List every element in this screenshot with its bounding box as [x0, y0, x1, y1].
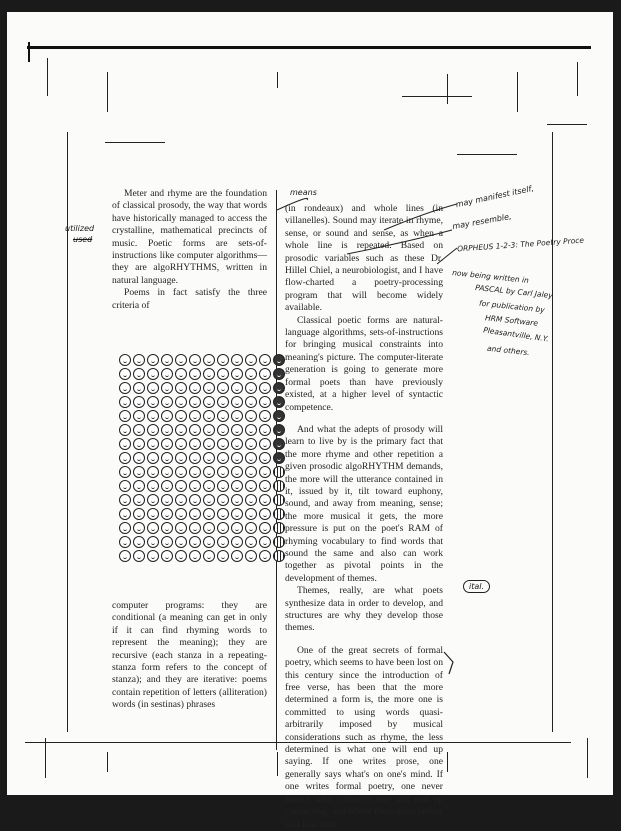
crop-mark [107, 752, 108, 772]
circle-glyph [161, 494, 173, 506]
circle-glyph [203, 354, 215, 366]
handwritten-note: utilized [65, 224, 95, 233]
circle-glyph [217, 480, 229, 492]
crop-mark [107, 72, 108, 112]
crop-mark [277, 72, 278, 88]
circle-glyph [189, 480, 201, 492]
circle-glyph [161, 396, 173, 408]
circle-glyph [119, 438, 131, 450]
circle-glyph [231, 368, 243, 380]
circle-glyph [133, 466, 145, 478]
circle-glyph [175, 550, 187, 562]
circle-glyph [231, 480, 243, 492]
circle-glyph [203, 522, 215, 534]
circle-glyph [189, 396, 201, 408]
circle-glyph [119, 396, 131, 408]
circle-glyph [147, 382, 159, 394]
circle-glyph [175, 522, 187, 534]
circle-glyph [245, 396, 257, 408]
circle-glyph [175, 396, 187, 408]
circle-glyph [175, 466, 187, 478]
circle-glyph [147, 494, 159, 506]
circle-glyph [175, 480, 187, 492]
circle-glyph [119, 494, 131, 506]
circle-glyph [147, 480, 159, 492]
circle-glyph [203, 480, 215, 492]
circle-glyph [119, 480, 131, 492]
circle-glyph [217, 494, 229, 506]
circle-glyph [273, 480, 285, 492]
circle-glyph [231, 354, 243, 366]
circle-glyph [147, 550, 159, 562]
paragraph: (in rondeaux) and whole lines (in villanelles). Sound may iterate in rhyme, sense, or sound and sense, as when a whole line is repeated. Based on prosodic variables such as these Dr. Hillel Chiel, a neurobiologist, and I have flow-charted a poetry-processing program that will become widely available. [285, 203, 443, 314]
circle-glyph [175, 368, 187, 380]
circle-glyph [273, 522, 285, 534]
document-page [7, 12, 613, 830]
circle-glyph [217, 536, 229, 548]
circle-glyph [133, 480, 145, 492]
circle-glyph [259, 466, 271, 478]
circle-glyph [203, 452, 215, 464]
circle-glyph [245, 550, 257, 562]
handwritten-note: Pleasantville, N.Y. [482, 325, 550, 344]
circle-glyph [189, 410, 201, 422]
circle-glyph [133, 410, 145, 422]
paragraph: Themes, really, are what poets synthesize data in order to develop, and structures are why they develop those themes. [285, 585, 443, 634]
circle-glyph [231, 536, 243, 548]
handwritten-note: means [290, 188, 317, 197]
crop-mark [577, 62, 578, 96]
circle-glyph [147, 452, 159, 464]
circle-glyph [259, 424, 271, 436]
circle-glyph [161, 382, 173, 394]
circle-glyph [119, 508, 131, 520]
circle-glyph [119, 354, 131, 366]
circle-glyph [217, 522, 229, 534]
crop-mark [277, 752, 278, 776]
circle-glyph [119, 424, 131, 436]
circle-glyph [189, 522, 201, 534]
circle-glyph [161, 452, 173, 464]
circle-glyph [147, 438, 159, 450]
circle-glyph [175, 494, 187, 506]
crop-mark [105, 142, 165, 143]
crop-mark [47, 58, 48, 96]
circle-glyph [203, 536, 215, 548]
handwritten-note: used [73, 235, 93, 244]
circle-glyph [203, 508, 215, 520]
circle-glyph [161, 466, 173, 478]
circle-glyph [203, 438, 215, 450]
circle-glyph [119, 382, 131, 394]
circle-glyph [133, 550, 145, 562]
circle-glyph [217, 438, 229, 450]
paragraph: computer programs: they are conditional (a meaning can get in only if it can find rhyming words to represent the meaning); they are recursive (each stanza in a repeating-stanza form refers to the concept of stanza); and they are iterative: poems contain repetition of letters (alliteration) words (in sestinas) phrases [112, 600, 267, 711]
column-rule [552, 132, 553, 732]
circle-glyph [217, 508, 229, 520]
circle-glyph [203, 396, 215, 408]
handwritten-note: now being written in [451, 268, 530, 285]
circle-glyph [245, 494, 257, 506]
circle-glyph [259, 368, 271, 380]
circle-glyph [161, 410, 173, 422]
circle-glyph [175, 382, 187, 394]
circle-glyph [259, 354, 271, 366]
circle-glyph [245, 452, 257, 464]
circle-glyph [133, 452, 145, 464]
circle-glyph [119, 550, 131, 562]
circle-glyph [133, 508, 145, 520]
right-column [285, 203, 443, 831]
circle-glyph [203, 424, 215, 436]
circle-glyph [245, 410, 257, 422]
circle-glyph [231, 410, 243, 422]
circle-glyph [231, 396, 243, 408]
circle-glyph [217, 382, 229, 394]
circle-glyph [259, 522, 271, 534]
circle-glyph [231, 382, 243, 394]
circle-glyph [259, 452, 271, 464]
circle-glyph [147, 354, 159, 366]
circle-glyph [231, 438, 243, 450]
paragraph: One of the great secrets of formal poetry, which seems to have been lost on this century since the introduction of free verse, has been that the more determined a form is, the more one is committed to using words quasi-arbitrarily imposed by musical considerations such as rhyme, the less determined is what one will end up saying. If one writes prose, one generally says what's on one's mind. If one writes formal poetry, one never knows what concepts one will end up connecting, and where these associations will lead one. [285, 644, 443, 830]
circle-glyph [245, 536, 257, 548]
crop-mark [45, 738, 46, 778]
circle-glyph [203, 466, 215, 478]
circle-glyph [259, 410, 271, 422]
circle-glyph [161, 536, 173, 548]
circle-glyph [203, 494, 215, 506]
circle-glyph [133, 354, 145, 366]
crop-mark [402, 96, 472, 97]
circle-glyph [119, 522, 131, 534]
circle-glyph [231, 424, 243, 436]
circle-glyph [161, 354, 173, 366]
circle-glyph [273, 396, 285, 408]
circle-glyph [133, 424, 145, 436]
column-rule [67, 132, 68, 732]
left-column-top [112, 188, 267, 312]
handwritten-note: and others. [486, 343, 531, 358]
paragraph: Meter and rhyme are the foundation of classical prosody, the way that words have historically managed to access the crystalline, mathematical precincts of music. Poetic forms are sets-of-instructions like computer algorithms—they are algoRHYTHMS, written in natural language. [112, 188, 267, 286]
circle-glyph [189, 424, 201, 436]
crop-mark [447, 752, 448, 772]
circle-glyph [273, 354, 285, 366]
circle-glyph [259, 480, 271, 492]
insert-mark [444, 652, 453, 674]
circle-glyph [175, 508, 187, 520]
handwritten-note: HRM Software [484, 313, 539, 328]
circle-glyph [119, 536, 131, 548]
circle-glyph [161, 480, 173, 492]
circle-glyph [259, 536, 271, 548]
circle-glyph [273, 536, 285, 548]
circle-glyph [189, 382, 201, 394]
circle-glyph [217, 354, 229, 366]
crop-mark [457, 154, 517, 155]
circle-glyph [175, 438, 187, 450]
circle-glyph [161, 424, 173, 436]
circle-glyph [245, 480, 257, 492]
circle-glyph [189, 438, 201, 450]
circle-glyph [273, 382, 285, 394]
circle-glyph [245, 522, 257, 534]
circle-glyph [147, 424, 159, 436]
circle-glyph [119, 466, 131, 478]
handwritten-note: may manifest itself, [454, 183, 535, 210]
circle-glyph [259, 494, 271, 506]
circle-glyph [245, 368, 257, 380]
circle-glyph [175, 452, 187, 464]
circle-glyph [147, 466, 159, 478]
circle-glyph [189, 452, 201, 464]
circle-glyph [203, 382, 215, 394]
circle-glyph [259, 438, 271, 450]
circle-glyph [203, 368, 215, 380]
circle-glyph [119, 452, 131, 464]
circle-glyph [273, 452, 285, 464]
circle-glyph [133, 382, 145, 394]
circle-grid-bottom [119, 466, 286, 563]
circle-glyph [217, 466, 229, 478]
circle-glyph [217, 550, 229, 562]
circle-glyph [259, 382, 271, 394]
circle-glyph [119, 368, 131, 380]
circle-glyph [273, 438, 285, 450]
circle-glyph [217, 452, 229, 464]
circle-glyph [147, 410, 159, 422]
circle-glyph [231, 466, 243, 478]
left-column-bottom [112, 600, 267, 712]
circle-glyph [245, 424, 257, 436]
circle-glyph [133, 522, 145, 534]
circle-glyph [231, 550, 243, 562]
circle-glyph [133, 536, 145, 548]
circle-glyph [273, 550, 285, 562]
circle-glyph [175, 424, 187, 436]
circle-glyph [189, 368, 201, 380]
circle-glyph [147, 522, 159, 534]
circle-glyph [147, 536, 159, 548]
handwritten-note: ORPHEUS 1-2-3: The Poetry Proce [456, 235, 585, 254]
circle-glyph [245, 354, 257, 366]
circle-glyph [161, 438, 173, 450]
circle-glyph [161, 368, 173, 380]
circle-glyph [119, 410, 131, 422]
circle-glyph [259, 396, 271, 408]
circle-glyph [133, 494, 145, 506]
paragraph: Poems in fact satisfy the three criteria of [112, 287, 267, 311]
circle-glyph [175, 410, 187, 422]
top-rule [27, 46, 591, 49]
circle-glyph [147, 396, 159, 408]
crop-mark [547, 124, 587, 125]
circle-glyph [259, 508, 271, 520]
circle-glyph [259, 550, 271, 562]
crop-mark [587, 738, 588, 778]
circle-grid-top [119, 354, 286, 465]
paragraph: Classical poetic forms are natural-language algorithms, sets-of-instructions for bringing musical constraints into meaning's picture. The computer-literate generation is going to generate more formal poets than have previously existed, at a higher level of syntactic competence. [285, 314, 443, 413]
circle-glyph [245, 382, 257, 394]
circle-glyph [189, 466, 201, 478]
crop-mark [447, 74, 448, 104]
circle-glyph [245, 508, 257, 520]
circle-glyph [273, 424, 285, 436]
circle-glyph [189, 508, 201, 520]
circle-glyph [161, 550, 173, 562]
circle-glyph [147, 368, 159, 380]
circle-glyph [273, 410, 285, 422]
circle-glyph [189, 354, 201, 366]
circle-glyph [217, 424, 229, 436]
paragraph: And what the adepts of prosody will learn to live by is the primary fact that the more rhyme and other repetition a given prosodic algoRHYTHM demands, the more will the utterance contained in it, issued by it, tilt toward euphony, sound, and away from meaning, sense; the more musical it gets, the more pressure is put on the poet's RAM of rhyming vocabulary to find words that sound the same and also can work together as pivotal points in the development of themes. [285, 423, 443, 584]
circle-glyph [133, 368, 145, 380]
circle-glyph [273, 508, 285, 520]
circle-glyph [175, 354, 187, 366]
circle-glyph [231, 494, 243, 506]
circle-glyph [133, 396, 145, 408]
circle-glyph [189, 550, 201, 562]
circle-glyph [231, 522, 243, 534]
circle-glyph [203, 410, 215, 422]
circle-glyph [147, 508, 159, 520]
circle-glyph [273, 494, 285, 506]
circle-glyph [273, 368, 285, 380]
circle-glyph [133, 438, 145, 450]
circle-glyph [273, 466, 285, 478]
circle-glyph [217, 396, 229, 408]
circle-glyph [189, 536, 201, 548]
circle-glyph [175, 536, 187, 548]
circle-glyph [189, 494, 201, 506]
circle-glyph [217, 368, 229, 380]
circle-glyph [161, 508, 173, 520]
circle-glyph [217, 410, 229, 422]
circle-glyph [245, 438, 257, 450]
circle-glyph [203, 550, 215, 562]
left-rule [28, 42, 30, 62]
handwritten-note: ital. [463, 580, 490, 593]
handwritten-note: may resemble, [451, 211, 513, 232]
circle-glyph [245, 466, 257, 478]
circle-glyph [231, 508, 243, 520]
circle-glyph [161, 522, 173, 534]
circle-glyph [231, 452, 243, 464]
handwritten-note: PASCAL by Carl Jaley [474, 282, 554, 301]
crop-mark [517, 72, 518, 112]
handwritten-note: for publication by [478, 298, 546, 315]
